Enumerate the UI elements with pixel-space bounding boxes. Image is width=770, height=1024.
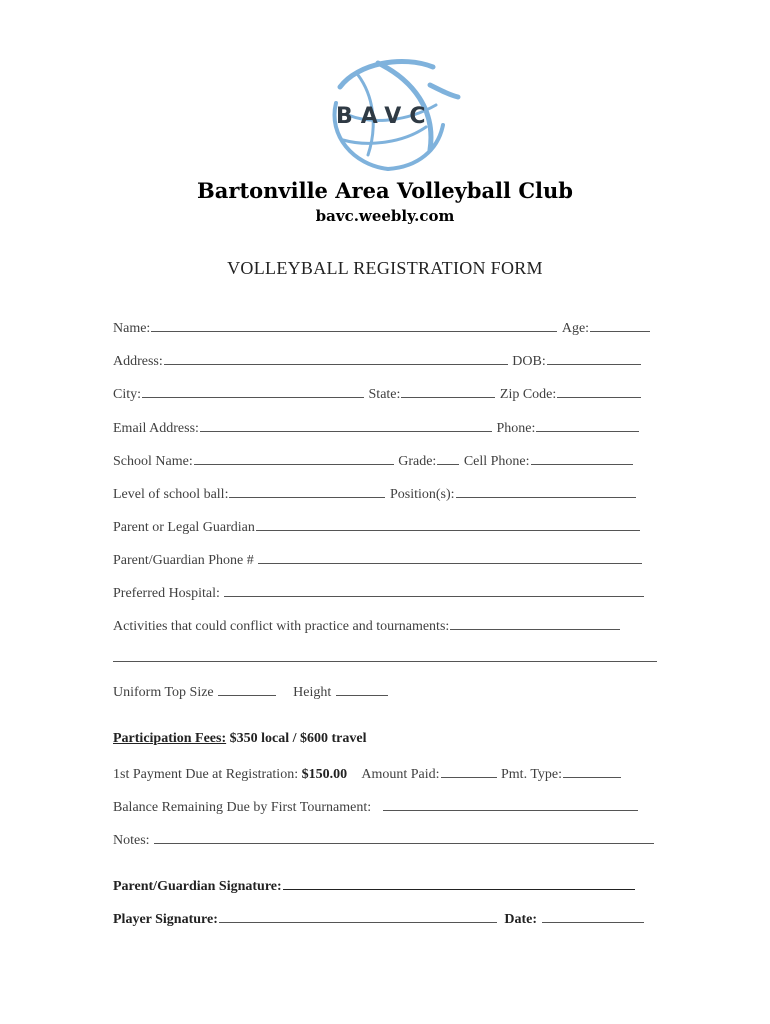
address-dob-row <box>113 351 641 370</box>
fees-row <box>113 731 367 747</box>
level-positions-row <box>113 484 636 503</box>
positions-field[interactable] <box>456 484 636 498</box>
height-label: Height <box>293 685 332 700</box>
guardian-signature-label: Parent/Guardian Signature: <box>113 879 282 894</box>
name-label: Name: <box>113 321 151 336</box>
first-payment-row <box>113 764 621 783</box>
guardian-row <box>113 517 640 536</box>
school-name-label: School Name: <box>113 454 193 469</box>
hospital-field[interactable] <box>224 583 644 597</box>
date-field[interactable] <box>542 909 644 923</box>
email-phone-row <box>113 418 639 437</box>
guardian-phone-label: Parent/Guardian Phone # <box>113 553 254 568</box>
phone-label: Phone: <box>496 421 536 436</box>
address-field[interactable] <box>164 351 508 365</box>
amount-paid-label: Amount Paid: <box>361 767 440 782</box>
fees-amounts: $350 local / $600 travel <box>229 731 367 746</box>
guardian-field[interactable] <box>256 517 640 531</box>
activities-label: Activities that could conflict with practice and tournaments: <box>113 619 450 634</box>
age-field[interactable] <box>590 318 650 332</box>
guardian-phone-field[interactable] <box>258 550 642 564</box>
club-website: bavc.weebly.com <box>315 207 455 225</box>
school-name-field[interactable] <box>194 451 394 465</box>
form-title: VOLLEYBALL REGISTRATION FORM <box>227 258 543 278</box>
positions-label: Position(s): <box>389 487 455 502</box>
date-label: Date: <box>504 912 538 927</box>
level-label: Level of school ball: <box>113 487 229 502</box>
balance-field[interactable] <box>383 797 638 811</box>
zip-label: Zip Code: <box>499 387 557 402</box>
hospital-label: Preferred Hospital: <box>113 586 220 601</box>
guardian-signature-field[interactable] <box>283 876 635 890</box>
first-payment-amount: $150.00 <box>301 767 348 782</box>
player-signature-label: Player Signature: <box>113 912 218 927</box>
activities-row <box>113 616 620 635</box>
balance-label: Balance Remaining Due by First Tournament: <box>113 800 372 815</box>
zip-field[interactable] <box>557 384 641 398</box>
email-field[interactable] <box>200 418 492 432</box>
uniform-top-label: Uniform Top Size <box>113 685 214 700</box>
club-name: Bartonville Area Volleyball Club <box>197 178 573 203</box>
notes-field[interactable] <box>154 830 654 844</box>
player-signature-field[interactable] <box>219 909 497 923</box>
bavc-logo <box>318 55 468 175</box>
age-label: Age: <box>561 321 590 336</box>
grade-field[interactable] <box>437 451 459 465</box>
name-field[interactable] <box>151 318 557 332</box>
notes-row <box>113 830 654 849</box>
level-field[interactable] <box>229 484 385 498</box>
name-age-row <box>113 318 650 337</box>
cell-phone-field[interactable] <box>531 451 633 465</box>
dob-field[interactable] <box>547 351 641 365</box>
address-label: Address: <box>113 354 163 369</box>
first-payment-label: 1st Payment Due at Registration: <box>113 767 299 782</box>
notes-label: Notes: <box>113 833 150 848</box>
pmt-type-label: Pmt. Type: <box>501 767 562 782</box>
state-field[interactable] <box>401 384 495 398</box>
guardian-label: Parent or Legal Guardian <box>113 520 255 535</box>
city-state-zip-row <box>113 384 641 403</box>
phone-field[interactable] <box>536 418 639 432</box>
uniform-top-field[interactable] <box>218 682 276 696</box>
email-label: Email Address: <box>113 421 199 436</box>
activities-field[interactable] <box>450 616 620 630</box>
activities-extra-line[interactable] <box>113 661 657 662</box>
city-field[interactable] <box>142 384 364 398</box>
height-field[interactable] <box>336 682 388 696</box>
player-signature-row <box>113 909 644 928</box>
guardian-phone-row <box>113 550 642 569</box>
fees-label: Participation Fees: <box>113 731 227 746</box>
city-label: City: <box>113 387 142 402</box>
uniform-height-row <box>113 682 388 701</box>
hospital-row <box>113 583 644 602</box>
amount-paid-field[interactable] <box>441 764 497 778</box>
dob-label: DOB: <box>512 354 546 369</box>
balance-row <box>113 797 638 816</box>
state-label: State: <box>368 387 401 402</box>
cell-phone-label: Cell Phone: <box>463 454 530 469</box>
grade-label: Grade: <box>398 454 437 469</box>
school-grade-cell-row <box>113 451 633 470</box>
guardian-signature-row <box>113 876 635 895</box>
logo-text: BAVC <box>336 104 434 129</box>
pmt-type-field[interactable] <box>563 764 621 778</box>
